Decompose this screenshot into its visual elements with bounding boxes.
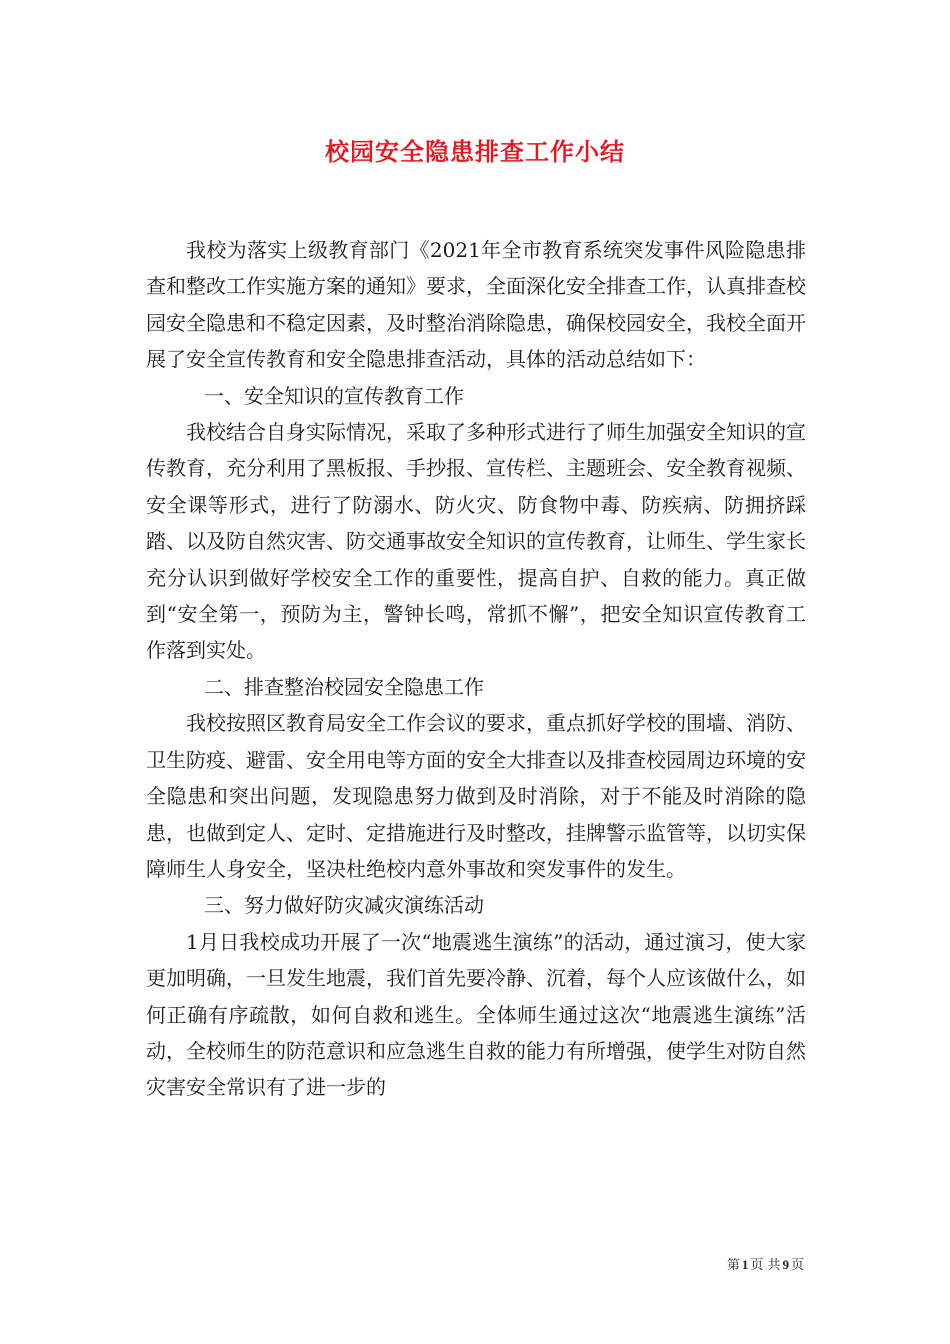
section-heading-1: 一、安全知识的宣传教育工作 bbox=[204, 383, 464, 408]
footer-prefix: 第 bbox=[726, 1258, 740, 1273]
footer-total-pages: 9 bbox=[782, 1257, 789, 1272]
footer-suffix: 页 bbox=[790, 1258, 804, 1273]
section-heading-3: 三、努力做好防灾减灾演练活动 bbox=[204, 893, 484, 918]
paragraph-section-3: 1月日我校成功开展了一次“地震逃生演练”的活动，通过演习，使大家更加明确，一旦发生地震，我们首先要冷静、沉着，每个人应该做什么，如何正确有序疏散，如何自救和逃生。全体师生通过这次“地震逃生演练”活动，全校师生的防范意识和应急逃生自救的能力有所增强，使学生对防自然灾害安全常识有了进一步的 bbox=[146, 929, 806, 1100]
document-title: 校园安全隐患排查工作小结 bbox=[325, 137, 625, 166]
footer-current-page: 1 bbox=[741, 1257, 749, 1272]
paragraph-intro: 我校为落实上级教育部门《2021年全市教育系统突发事件风险隐患排查和整改工作实施方案的通知》要求，全面深化安全排查工作，认真排查校园安全隐患和不稳定因素，及时整治消除隐患，确保校园安全，我校全面开展了安全宣传教育和安全隐患排查活动，具体的活动总结如下： bbox=[146, 238, 806, 372]
paragraph-section-2: 我校按照区教育局安全工作会议的要求，重点抓好学校的围墙、消防、卫生防疫、避雷、安全用电等方面的安全大排查以及排查校园周边环境的安全隐患和突出问题，发现隐患努力做到及时消除，对于不能及时消除的隐患，也做到定人、定时、定措施进行及时整改，挂牌警示监管等，以切实保障师生人身安全，坚决杜绝校内意外事故和突发事件的发生。 bbox=[146, 711, 806, 881]
paragraph-section-1: 我校结合自身实际情况，采取了多种形式进行了师生加强安全知识的宣传教育，充分利用了黑板报、手抄报、宣传栏、主题班会、安全教育视频、安全课等形式，进行了防溺水、防火灾、防食物中毒、防疾病、防拥挤踩踏、以及防自然灾害、防交通事故安全知识的宣传教育，让师生、学生家长充分认识到做好学校安全工作的重要性，提高自护、自救的能力。真正做到“安全第一，预防为主，警钟长鸣，常抓不懈”，把安全知识宣传教育工作落到实处。 bbox=[146, 420, 806, 663]
section-heading-2: 二、排查整治校园安全隐患工作 bbox=[204, 674, 484, 699]
document-body bbox=[146, 232, 806, 1106]
footer-middle: 页 共 bbox=[750, 1258, 781, 1273]
page-number-footer bbox=[727, 1254, 804, 1273]
